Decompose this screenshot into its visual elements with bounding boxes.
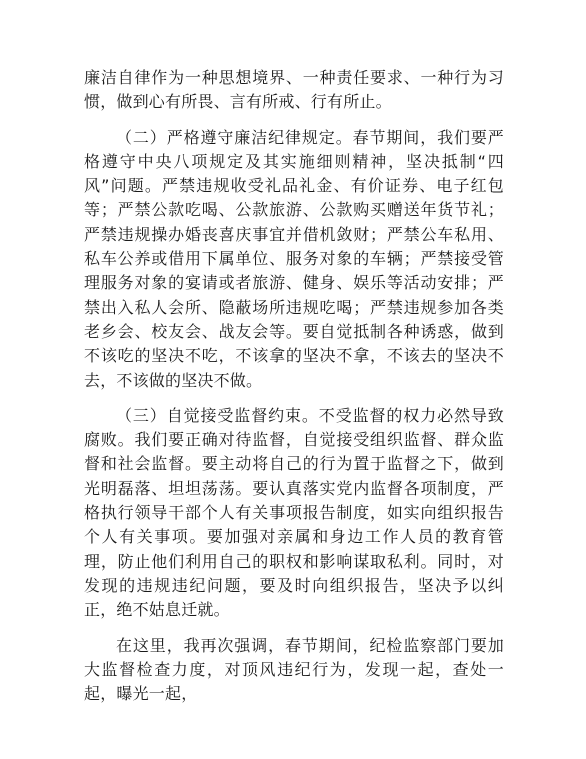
- paragraph-section-2: （二）严格遵守廉洁纪律规定。春节期间，我们要严格遵守中央八项规定及其实施细则精神，坚决抵制“四风”问题。严禁违规收受礼品礼金、有价证券、电子红包等；严禁公款吃喝、公款旅游、公款购买赠送年货节礼；严禁违规操办婚丧喜庆事宜并借机敛财；严禁公车私用、私车公养或借用下属单位、服务对象的车辆；严禁接受管理服务对象的宴请或者旅游、健身、娱乐等活动安排；严禁出入私人会所、隐蔽场所违规吃喝；严禁违规参加各类老乡会、校友会、战友会等。要自觉抵制各种诱惑，做到不该吃的坚决不吃，不该拿的坚决不拿，不该去的坚决不去，不该做的坚决不做。: [84, 127, 504, 390]
- paragraph-section-3: （三）自觉接受监督约束。不受监督的权力必然导致腐败。我们要正确对待监督，自觉接受组织监督、群众监督和社会监督。要主动将自己的行为置于监督之下，做到光明磊落、坦坦荡荡。要认真落实党内监督各项制度，严格执行领导干部个人有关事项报告制度，如实向组织报告个人有关事项。要加强对亲属和身边工作人员的教育管理，防止他们利用自己的职权和影响谋取私利。同时，对发现的违规违纪问题，要及时向组织报告，坚决予以纠正，绝不姑息迁就。: [84, 405, 504, 620]
- document-page: [84, 66, 504, 706]
- paragraph-continuation: 廉洁自律作为一种思想境界、一种责任要求、一种行为习惯，做到心有所畏、言有所戒、行有所止。: [84, 68, 504, 112]
- paragraph-emphasis: 在这里，我再次强调，春节期间，纪检监察部门要加大监督检查力度，对顶风违纪行为，发现一起，查处一起，曝光一起，: [84, 635, 504, 704]
